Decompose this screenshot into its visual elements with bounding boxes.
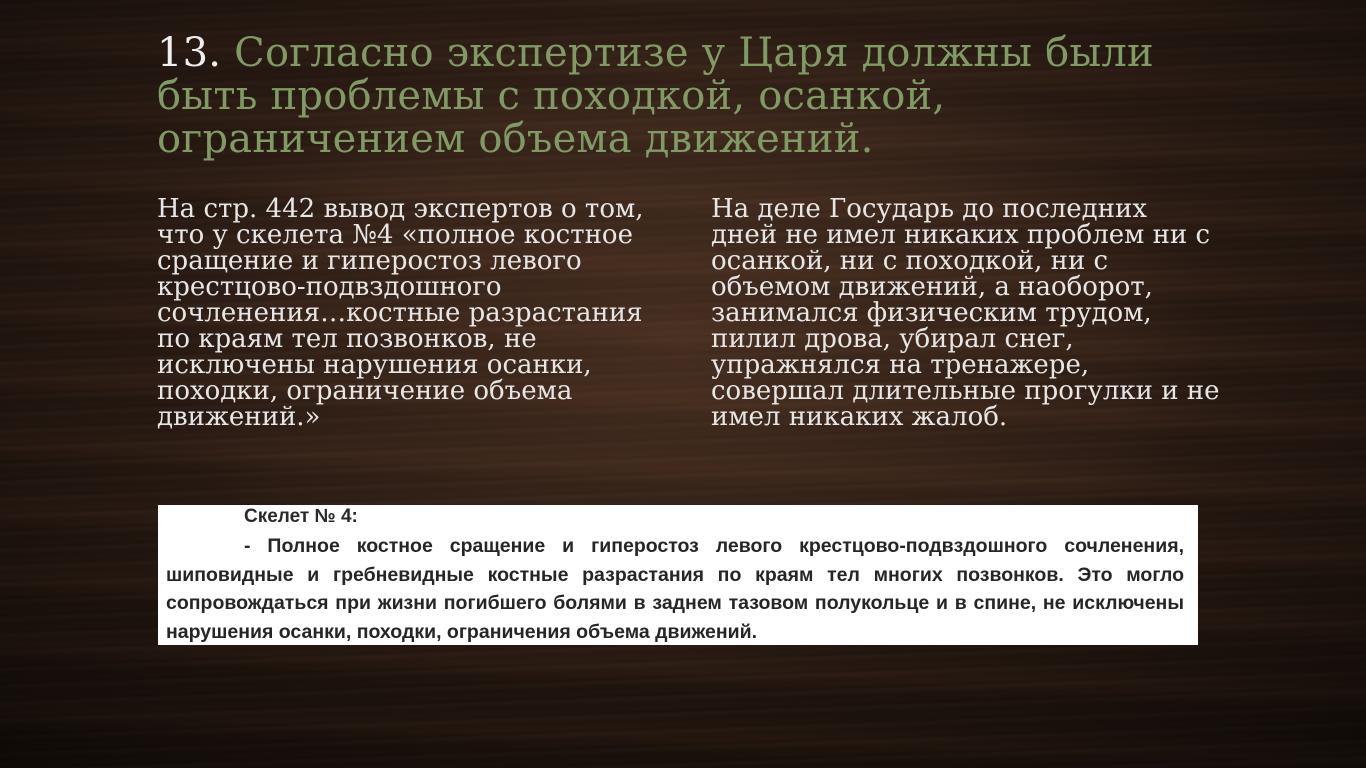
- excerpt-heading: Скелет № 4:: [244, 506, 358, 527]
- excerpt-body: - Полное костное сращение и гиперостоз левого крестцово-подвздошного сочленения, шиповидные и гребневидные костные разрастания по краям тел многих позвонков. Это могло сопровождаться при жизни погибшего болями в заднем тазовом полукольце и в спине, не исключены нарушения осанки, походки, ограничения объема движений.: [166, 535, 1184, 643]
- slide-number: 13.: [157, 30, 222, 76]
- right-column-text: На деле Государь до последних дней не имел никаких проблем ни с осанкой, ни с походкой, ни с объемом движений, а наоборот, занимался физическим трудом, пилил дрова, убирал снег, упражнялся на тренажере, совершал длительные прогулки и не имел никаких жалоб.: [711, 194, 1220, 432]
- slide-title-text: Согласно экспертизе у Царя должны были быть проблемы с походкой, осанкой, ограничением объема движений.: [157, 30, 1154, 162]
- slide-title: [157, 32, 1217, 161]
- left-column-text: На стр. 442 вывод экспертов о том, что у скелета №4 «полное костное сращение и гиперостоз левого крестцово-подвздошного сочленения…костные разрастания по краям тел позвонков, не исключены нарушения осанки, походки, ограничение объема движений.»: [157, 194, 644, 432]
- document-excerpt-image: [158, 505, 1198, 645]
